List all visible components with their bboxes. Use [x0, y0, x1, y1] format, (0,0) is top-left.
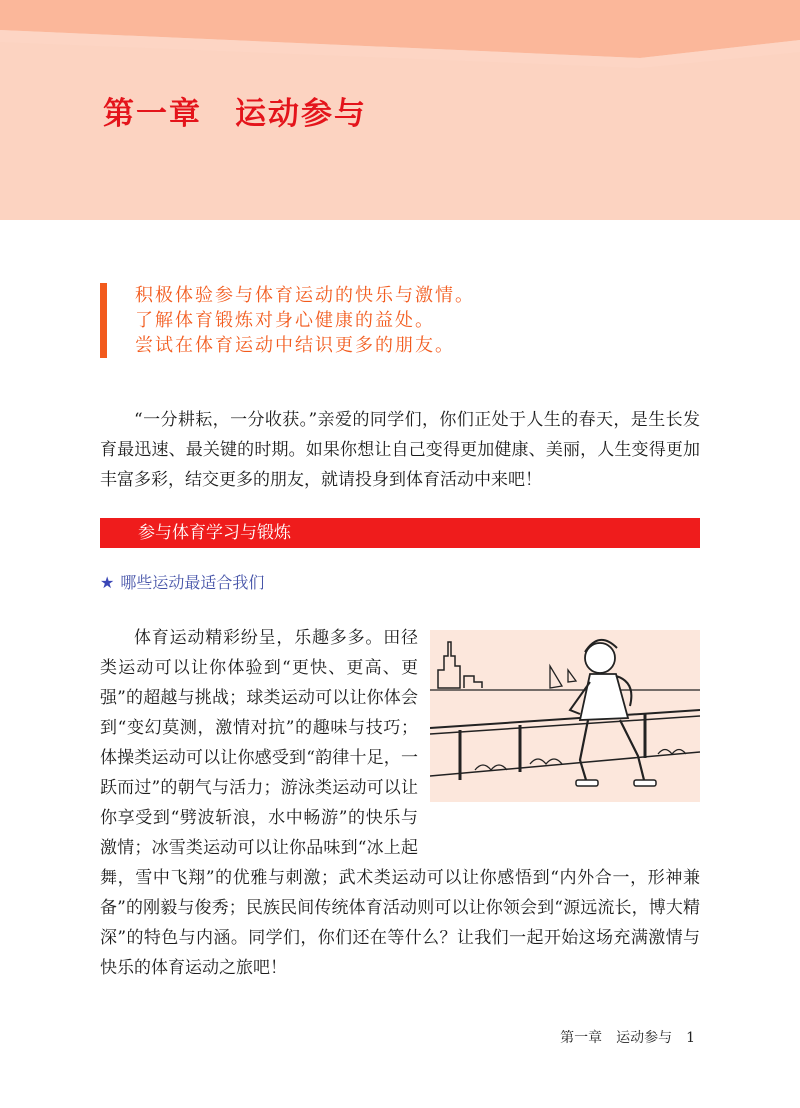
body-paragraph — [100, 623, 700, 983]
star-icon: ★ — [100, 573, 115, 592]
illustration-spacer — [418, 623, 700, 839]
subsection-title: 哪些运动最适合我们 — [120, 573, 265, 592]
goal-item: 积极体验参与体育运动的快乐与激情。 — [135, 285, 475, 306]
chapter-title: 第一章 运动参与 — [103, 96, 367, 132]
page-footer — [546, 1027, 695, 1047]
goal-item: 了解体育锻炼对身心健康的益处。 — [135, 310, 435, 331]
footer-title: 运动参与 — [616, 1030, 673, 1046]
chapter-header-band — [0, 0, 800, 220]
section-heading — [100, 518, 700, 548]
footer-chapter: 第一章 — [560, 1030, 603, 1046]
subsection-heading — [100, 570, 264, 593]
learning-goals — [100, 283, 475, 358]
section-title: 参与体育学习与锻炼 — [138, 523, 291, 543]
page-number: 1 — [686, 1030, 695, 1046]
intro-paragraph: “一分耕耘，一分收获。”亲爱的同学们，你们正处于人生的春天，是生长发育最迅速、最关键的时期。如果你想让自己变得更加健康、美丽，人生变得更加丰富多彩，结交更多的朋友，就请投身到体育活动中来吧！ — [100, 410, 700, 490]
goal-item: 尝试在体育运动中结识更多的朋友。 — [135, 335, 455, 356]
body-text: 体育运动精彩纷呈，乐趣多多。田径类运动可以让你体验到“更快、更高、更强”的超越与挑战；球类运动可以让你体会到“变幻莫测，激情对抗”的趣味与技巧；体操类运动可以让你感受到“韵律十足，一跃而过”的朝气与活力；游泳类运动可以让你享受到“劈波斩浪，水中畅游”的快乐与激情；冰雪类运动可以让你品味到“冰上起舞，雪中飞翔”的优雅与刺激；武术类运动可以让你感悟到“内外合一，形神兼备”的刚毅与俊秀；民族民间传统体育活动则可以让你领会到“源远流长，博大精深”的特色与内涵。同学们，你们还在等什么？让我们一起开始这场充满激情与快乐的体育运动之旅吧！ — [100, 628, 700, 978]
